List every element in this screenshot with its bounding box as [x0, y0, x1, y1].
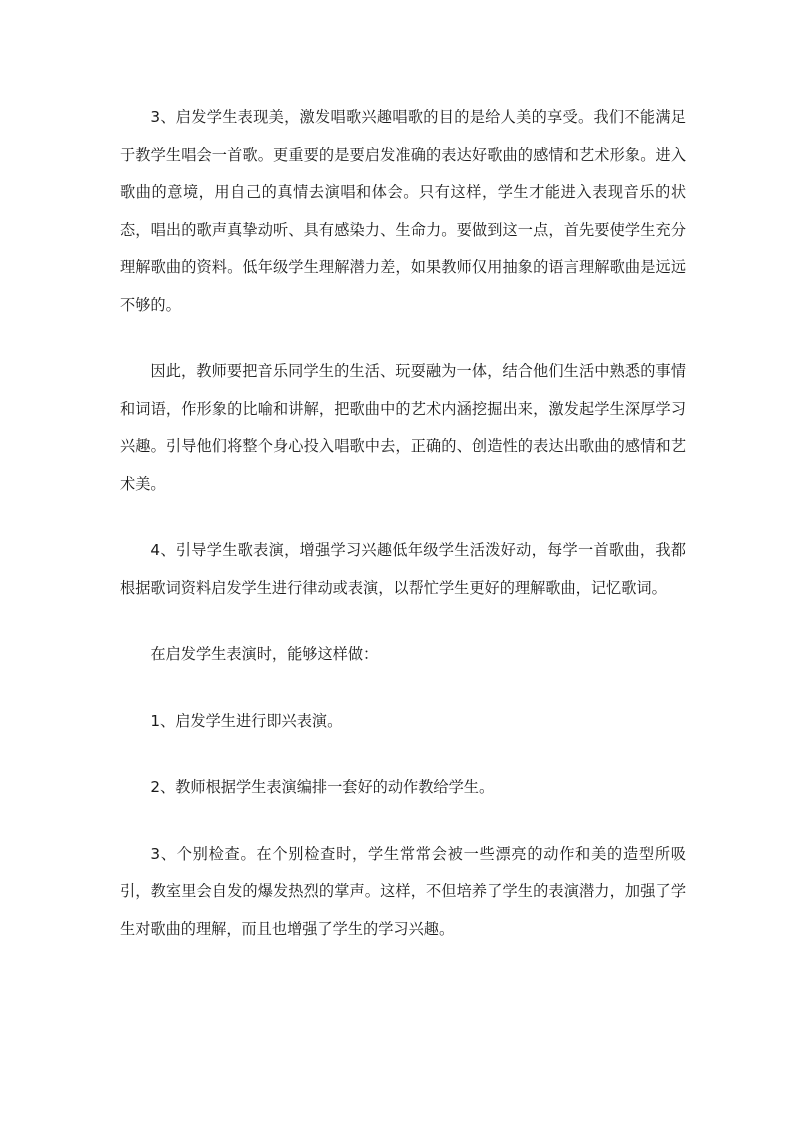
paragraph-4: 在启发学生表演时，能够这样做：: [150, 645, 379, 663]
paragraph-5: 1、启发学生进行即兴表演。: [150, 711, 343, 730]
paragraph-3: 4、引导学生歌表演，增强学习兴趣低年级学生活泼好动，每学一首歌曲，我都根据歌词资料启发学生进行律动或表演，以帮忙学生更好的理解歌曲，记忆歌词。: [120, 541, 686, 597]
paragraph-2: 因此，教师要把音乐同学生的生活、玩耍融为一体，结合他们生活中熟悉的事情和词语，作形象的比喻和讲解，把歌曲中的艺术内涵挖掘出来，激发起学生深厚学习兴趣。引导他们将整个身心投入唱歌中去，正确的、创造性的表达出歌曲的感情和艺术美。: [120, 362, 686, 493]
document-body: [120, 99, 686, 948]
paragraph-7: 3、个别检查。在个别检查时，学生常常会被一些漂亮的动作和美的造型所吸引，教室里会自发的爆发热烈的掌声。这样，不但培养了学生的表演潜力，加强了学生对歌曲的理解，而且也增强了学生的学习兴趣。: [120, 844, 686, 938]
paragraph-1: 3、启发学生表现美，激发唱歌兴趣唱歌的目的是给人美的享受。我们不能满足于教学生唱会一首歌。更重要的是要启发准确的表达好歌曲的感情和艺术形象。进入歌曲的意境，用自己的真情去演唱和体会。只有这样，学生才能进入表现音乐的状态，唱出的歌声真挚动听、具有感染力、生命力。要做到这一点，首先要使学生充分理解歌曲的资料。低年级学生理解潜力差，如果教师仅用抽象的语言理解歌曲是远远不够的。: [120, 108, 686, 314]
paragraph-6: 2、教师根据学生表演编排一套好的动作教给学生。: [150, 778, 495, 796]
